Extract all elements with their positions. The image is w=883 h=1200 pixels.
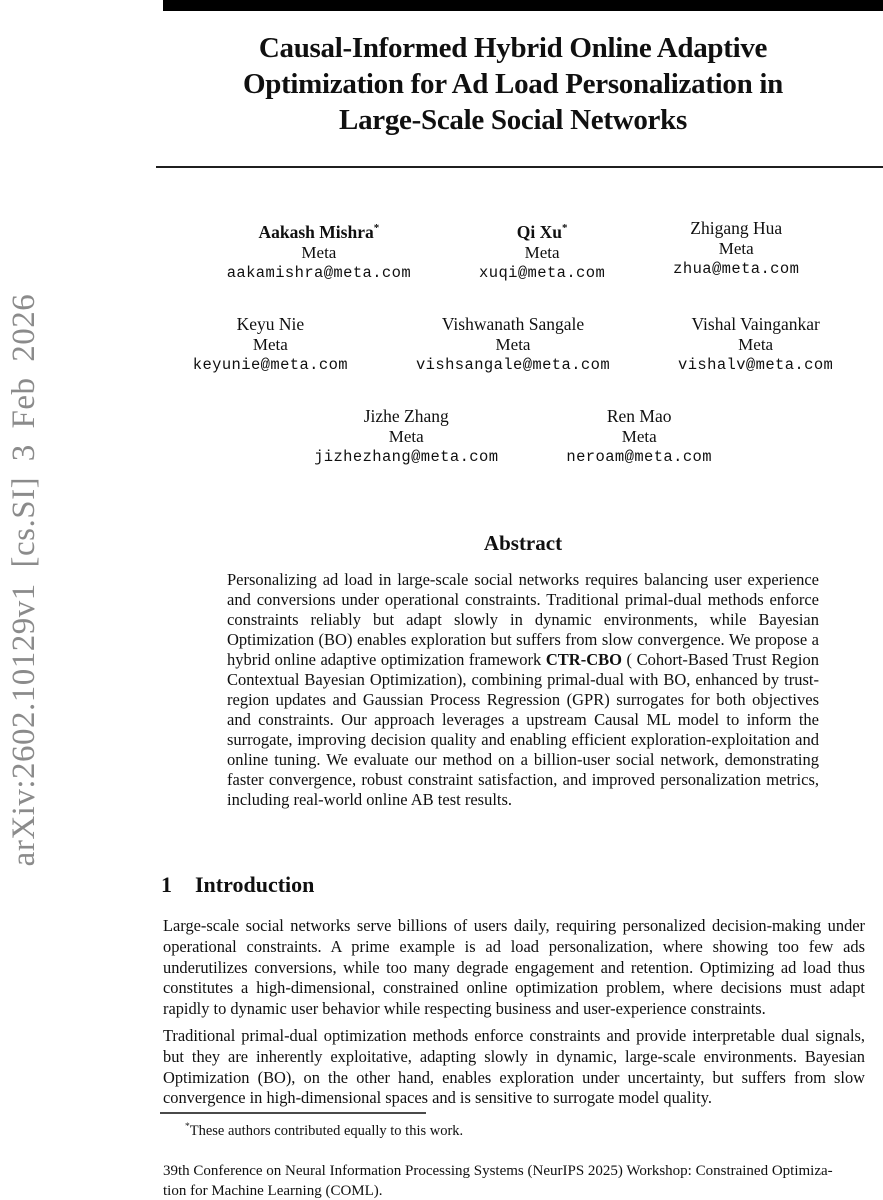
footnote-rule (160, 1112, 426, 1114)
author-email: vishsangale@meta.com (415, 355, 611, 374)
author-affiliation: Meta (738, 334, 774, 354)
author-row-2 (163, 314, 863, 376)
author-name-text: Keyu Nie (236, 313, 305, 334)
author-name-text: Ren Mao (606, 405, 672, 426)
author-email: keyunie@meta.com (192, 355, 348, 374)
author-row-1 (163, 218, 863, 284)
author-name-text: Vishal Vaingankar (691, 313, 820, 334)
abstract-heading: Abstract (483, 531, 563, 555)
author-affiliation: Meta (621, 426, 657, 446)
author-affiliation: Meta (388, 426, 424, 446)
intro-paragraph-2: Traditional primal-dual optimization methods enforce constraints and provide interpretable dual signals, but they are inherently exploitative, adapting slowly in dynamic, large-scale environments. Bayesian Optimization (BO), on the other hand, enables exploration under uncertainty, but suffers from slow convergence in high-dimensional spaces and is sensitive to surrogate model quality. (163, 1026, 865, 1108)
author-affiliation: Meta (301, 242, 337, 262)
author-name (227, 218, 411, 243)
author-name (566, 406, 712, 427)
author-email: xuqi@meta.com (479, 263, 606, 282)
footnote-mark: * (185, 1122, 190, 1132)
intro-paragraph-1: Large-scale social networks serve billions of users daily, requiring personalized decision-making under operational constraints. A prime example is ad load personalization, where showing too few ads underutilizes conversions, while too many degrade engagement and retention. Optimizing ad load thus constitutes a high-dimensional, constrained online optimization problem, where decisions must adapt rapidly to dynamic user behavior while respecting business and user-experience constraints. (163, 916, 865, 1019)
author-name-text: Vishwanath Sangale (441, 313, 585, 334)
author-name-text: Zhigang Hua (690, 218, 783, 238)
footer-line-1: 39th Conference on Neural Information Processing Systems (NeurIPS 2025) Workshop: Constrained Optimiza- (163, 1163, 833, 1179)
author-name-text: Qi Xu (516, 221, 562, 242)
author-row-3 (163, 406, 863, 468)
title-rule (156, 166, 883, 168)
conference-footer (163, 1161, 877, 1200)
author-email: neroam@meta.com (566, 447, 712, 466)
section-number: 1 (161, 872, 172, 897)
equal-contribution-footnote (163, 1118, 883, 1140)
ctr-cbo-term: CTR-CBO (545, 650, 622, 669)
footnote-text: These authors contributed equally to this work. (189, 1122, 464, 1139)
author-affiliation: Meta (718, 239, 754, 258)
author-aakash-mishra (227, 218, 411, 284)
footer-line-2: tion for Machine Learning (COML). (163, 1183, 383, 1199)
author-affiliation: Meta (524, 242, 560, 262)
author-keyu-nie (193, 314, 348, 376)
abstract-text (227, 570, 819, 810)
arxiv-watermark: arXiv:2602.10129v1 [cs.SI] 3 Feb 2026 (6, 293, 42, 867)
author-name (314, 406, 498, 427)
author-affiliation: Meta (252, 334, 288, 354)
title-line-3: Large-Scale Social Networks (339, 104, 687, 136)
section-heading-introduction (161, 872, 314, 898)
author-email: jizhezhang@meta.com (314, 447, 499, 466)
author-name-text: Jizhe Zhang (363, 405, 449, 426)
author-vishal-vaingankar (678, 314, 833, 376)
author-email: aakamishra@meta.com (226, 263, 412, 282)
author-ren-mao (566, 406, 712, 468)
title-line-2: Optimization for Ad Load Personalization in (242, 68, 783, 100)
author-block (163, 218, 863, 498)
top-redaction-bar (163, 0, 883, 11)
author-qi-xu (479, 218, 605, 284)
author-email: zhua@meta.com (673, 260, 800, 278)
section-title: Introduction (195, 872, 315, 897)
author-name-text: Aakash Mishra (258, 221, 374, 242)
abstract-text-after: ( Cohort-Based Trust Region Contextual Bayesian Optimization), combining primal-dual with BO, enhanced by trust-region updates and Gaussian Process Regression (GPR) surrogates for both objectives and constraints. Our approach leverages a upstream Causal ML model to inform the surrogate, improving decision quality and enabling efficient exploration-exploitation and online tuning. We evaluate our method on a billion-user social network, demonstrating faster convergence, robust constraint satisfaction, and improved personalization metrics, including real-world online AB test results. (227, 650, 819, 809)
author-name (479, 218, 605, 243)
equal-contribution-mark: * (561, 222, 568, 234)
author-name (416, 314, 610, 335)
abstract-text-before: Personalizing ad load in large-scale social networks requires balancing user experience and conversions under operational constraints. Traditional primal-dual methods enforce constraints reliably but adapt slowly in dynamic environments, while Bayesian Optimization (BO) enables exploration but suffers from slow convergence. We propose a hybrid online adaptive optimization framework (227, 570, 819, 669)
equal-contribution-mark: * (373, 222, 380, 234)
author-name (193, 314, 348, 335)
author-zhigang-hua (673, 218, 799, 284)
paper-title (163, 30, 863, 138)
author-name (673, 218, 799, 239)
author-email: vishalv@meta.com (678, 355, 834, 374)
author-name (678, 314, 833, 335)
author-affiliation: Meta (495, 334, 531, 354)
author-jizhe-zhang (314, 406, 498, 468)
author-vishwanath-sangale (416, 314, 610, 376)
title-line-1: Causal-Informed Hybrid Online Adaptive (258, 32, 768, 64)
